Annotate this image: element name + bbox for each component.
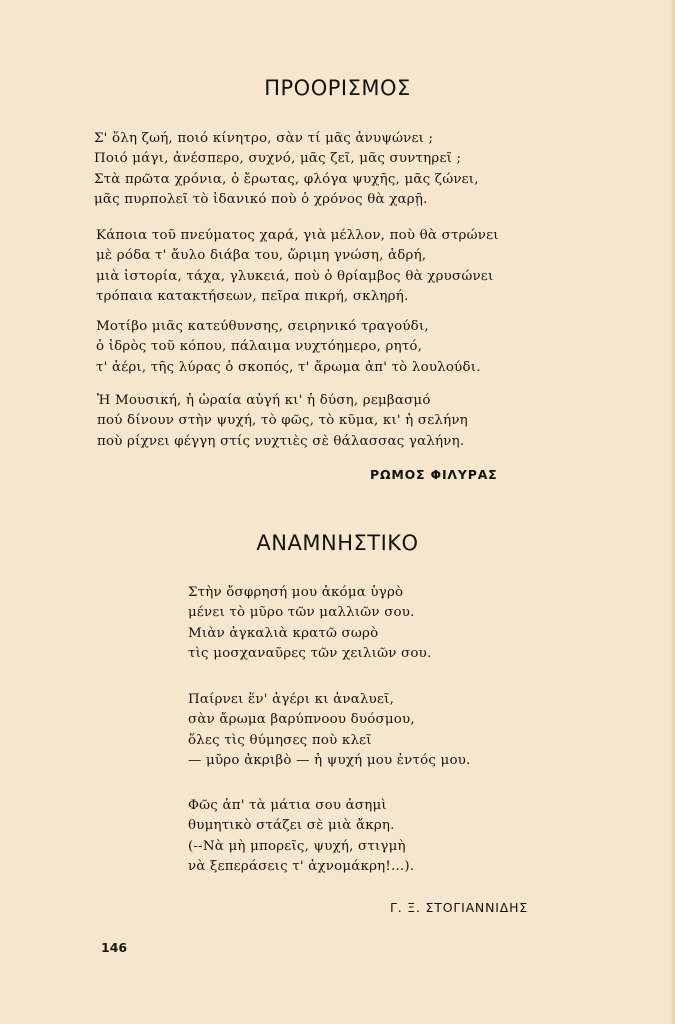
poem-line: Κάποια τοῦ πνεύματος χαρά, γιὰ μέλλον, ποὺ θὰ στρώνει bbox=[96, 228, 499, 243]
poem-line: ὅλες τὶς θύμησες ποὺ κλεῖ bbox=[188, 732, 372, 748]
poem-line: Ποιό μάγι, ἀνέσπερο, συχνό, μᾶς ζεῖ, μᾶς συντηρεῖ ; bbox=[94, 151, 462, 167]
page-edge bbox=[669, 0, 675, 1024]
poem-line: τρόπαια κατακτήσεων, πεῖρα πικρή, σκληρή. bbox=[96, 288, 409, 304]
poem-line: ὁ ἱδρὸς τοῦ κόπου, πάλαιμα νυχτόημερο, ρητό, bbox=[96, 339, 423, 355]
poem-line: — μῦρο ἀκριβὸ — ἡ ψυχή μου ἐντός μου. bbox=[188, 752, 471, 768]
poem1-stanza-1 bbox=[94, 129, 479, 210]
poem1-stanza-2 bbox=[96, 226, 499, 307]
poem-line: Ἡ Μουσική, ἡ ὡραία αὐγή κι' ἡ δύση, ρεμβασμό bbox=[97, 393, 431, 408]
poem-line: πού δίνουν στὴν ψυχή, τὸ φῶς, τὸ κῦμα, κι' ἡ σελήνη bbox=[97, 413, 468, 429]
poem2-stanza-3 bbox=[188, 796, 414, 877]
poem-line: μὲ ρόδα τ' ἄυλο διάβα του, ὥριμη γνώση, ἁδρή, bbox=[96, 248, 427, 264]
poem-line: Φῶς ἀπ' τὰ μάτια σου ἀσημὶ bbox=[188, 798, 387, 813]
page-number: 146 bbox=[101, 940, 128, 955]
poem-line: μιὰ ἱστορία, τάχα, γλυκειά, ποὺ ὁ θρίαμβος θὰ χρυσώνει bbox=[96, 268, 494, 284]
poem-line: Μιὰν ἀγκαλιὰ κρατῶ σωρὸ bbox=[188, 625, 379, 641]
poem-line: θυμητικὸ στάζει σὲ μιὰ ἄκρη. bbox=[188, 818, 395, 834]
poem2-author: Γ. Ξ. ΣΤΟΓΙΑΝΝΙΔΗΣ bbox=[390, 900, 528, 915]
poem-line: νὰ ξεπεράσεις τ' ἀχνομάκρη!...). bbox=[188, 858, 415, 874]
poem-title-proorismos: ΠΡΟΟΡΙΣΜΟΣ bbox=[264, 76, 411, 100]
poem2-stanza-1 bbox=[188, 583, 431, 664]
poem-line: Στὴν ὄσφρησή μου ἀκόμα ὑγρὸ bbox=[188, 585, 404, 600]
poem-line: μένει τὸ μῦρο τῶν μαλλιῶν σου. bbox=[188, 605, 415, 621]
poem-line: τὶς μοσχαναῦρες τῶν χειλιῶν σου. bbox=[188, 645, 432, 661]
poem-line: (--Νὰ μὴ μπορεῖς, ψυχή, στιγμὴ bbox=[188, 838, 406, 854]
poem-line: Σ' ὅλη ζωή, ποιό κίνητρο, σὰν τί μᾶς ἀνυψώνει ; bbox=[94, 131, 434, 146]
poem2-stanza-2 bbox=[188, 690, 471, 771]
poem1-author: ΡΩΜΟΣ ΦΙΛΥΡΑΣ bbox=[370, 467, 498, 482]
poem-line: τ' ἀέρι, τῆς λύρας ὁ σκοπός, τ' ἄρωμα ἀπ' τὸ λουλούδι. bbox=[96, 359, 481, 375]
poem1-stanza-4 bbox=[97, 391, 468, 452]
poem-line: Μοτίβο μιᾶς κατεύθυνσης, σειρηνικό τραγούδι, bbox=[96, 319, 429, 334]
poem-line: μᾶς πυρπολεῖ τὸ ἰδανικό ποὺ ὁ χρόνος θὰ χαρῇ. bbox=[94, 191, 428, 207]
poem-title-anamnistiko: ΑΝΑΜΝΗΣΤΙΚΟ bbox=[256, 531, 419, 555]
poem-line: ποὺ ρίχνει φέγγη στίς νυχτιὲς σὲ θάλασσας γαλήνη. bbox=[97, 433, 465, 449]
poem1-stanza-3 bbox=[96, 317, 481, 378]
poem-line: σὰν ἄρωμα βαρύπνοου δυόσμου, bbox=[188, 712, 415, 728]
poem-line: Παίρνει ἕν' ἀγέρι κι ἀναλυεῖ, bbox=[188, 692, 395, 707]
poem-line: Στὰ πρῶτα χρόνια, ὁ ἔρωτας, φλόγα ψυχῆς, μᾶς ζώνει, bbox=[94, 171, 479, 187]
